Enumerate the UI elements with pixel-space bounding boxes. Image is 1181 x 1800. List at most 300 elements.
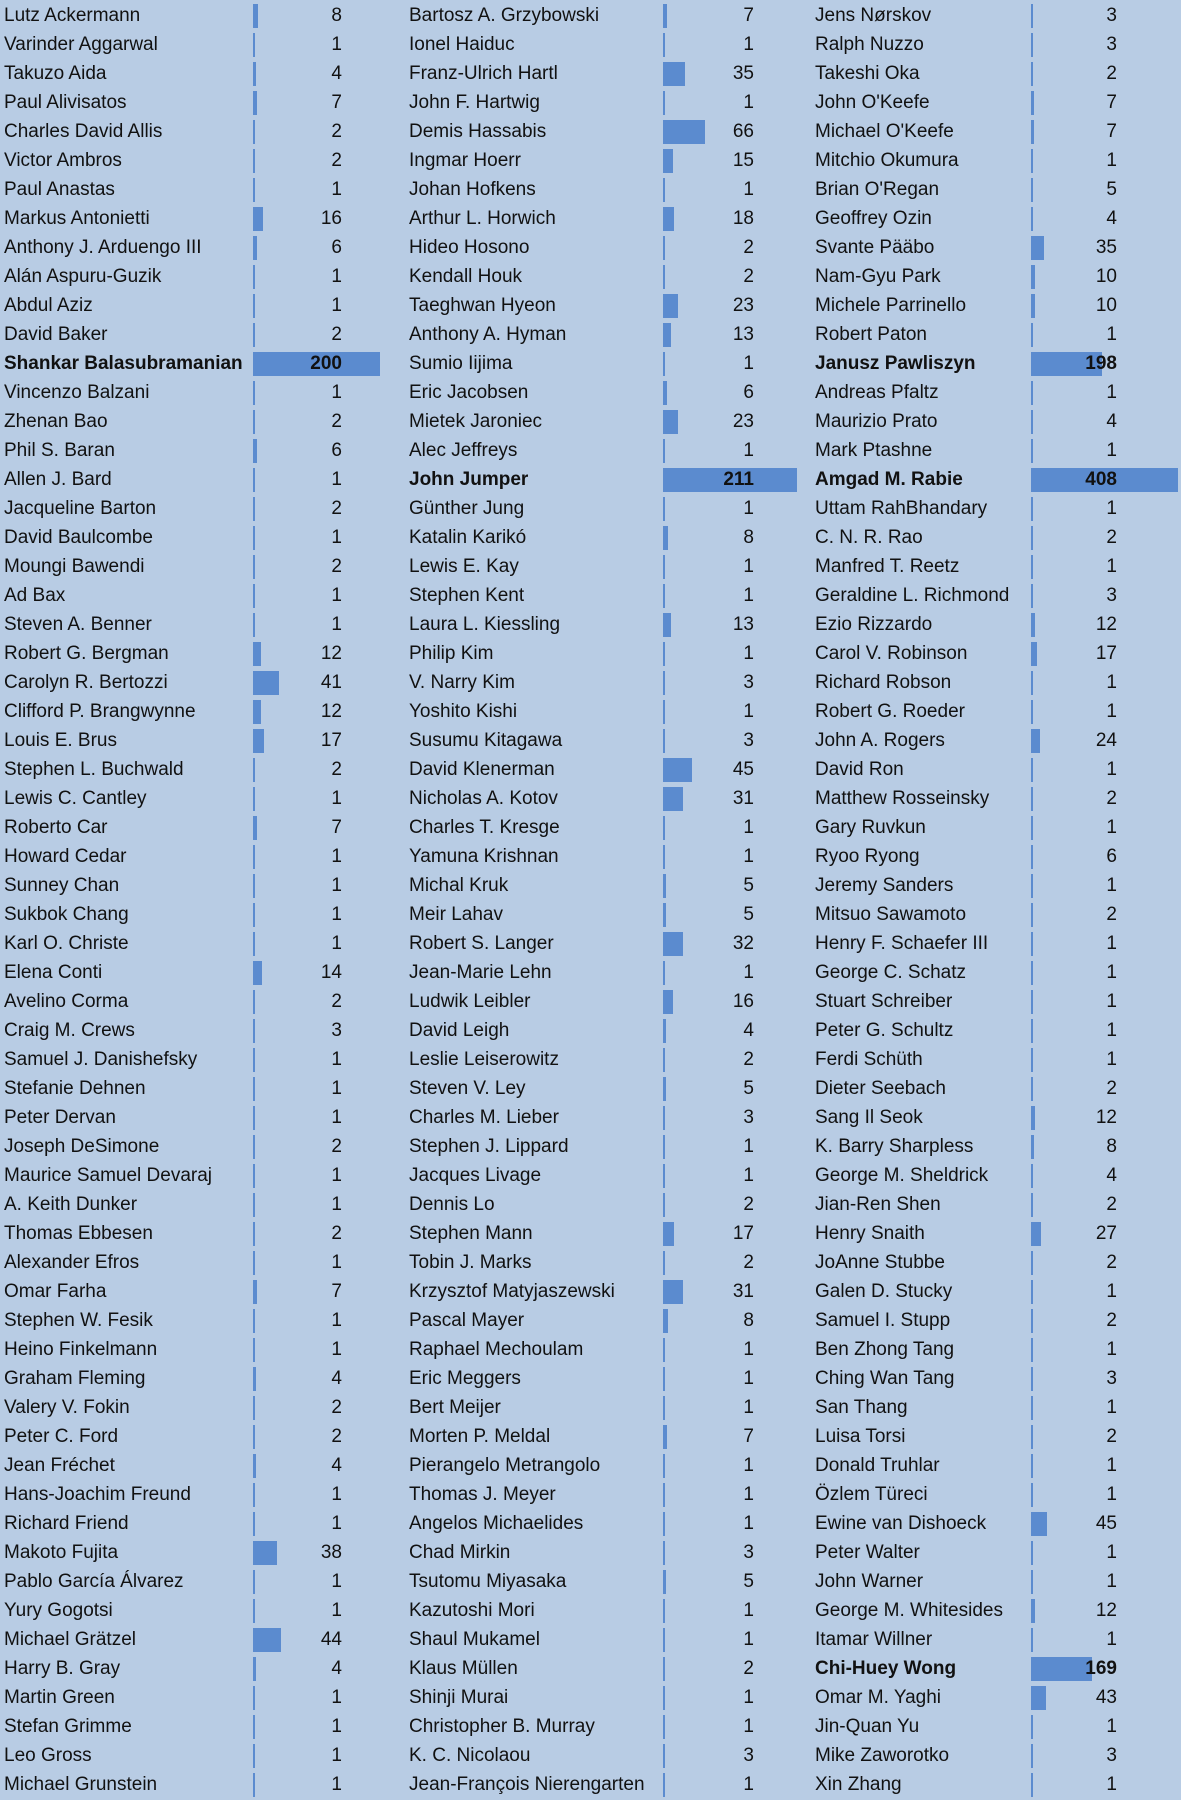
person-name: Eric Meggers — [409, 1368, 521, 1389]
table-row — [0, 930, 400, 959]
count-value: 2 — [1106, 1426, 1117, 1447]
table-row — [811, 1684, 1181, 1713]
data-bar — [253, 1454, 256, 1478]
person-name: Galen D. Stucky — [815, 1281, 953, 1302]
table-row — [405, 1626, 805, 1655]
table-row — [405, 176, 805, 205]
table-row — [405, 1133, 805, 1162]
table-row — [405, 698, 805, 727]
person-name: Johan Hofkens — [409, 179, 536, 200]
table-row — [405, 1365, 805, 1394]
table-row — [405, 1017, 805, 1046]
person-name: Luisa Torsi — [815, 1426, 906, 1447]
count-value: 1 — [743, 1600, 754, 1621]
data-bar — [1031, 903, 1033, 927]
table-row — [811, 1568, 1181, 1597]
table-row — [405, 495, 805, 524]
data-bar — [663, 613, 671, 637]
count-value: 23 — [732, 411, 754, 432]
table-row — [0, 814, 400, 843]
data-bar — [1031, 555, 1033, 579]
count-value: 1 — [743, 1716, 754, 1737]
table-row — [811, 1597, 1181, 1626]
table-row — [405, 1394, 805, 1423]
person-name: Ewine van Dishoeck — [815, 1513, 987, 1534]
person-name: K. C. Nicolaou — [409, 1745, 531, 1766]
person-name: Craig M. Crews — [4, 1020, 135, 1041]
count-value: 2 — [331, 1426, 342, 1447]
table-row — [405, 147, 805, 176]
person-name: Peter C. Ford — [4, 1426, 119, 1447]
count-value: 17 — [1095, 643, 1117, 664]
table-row — [811, 524, 1181, 553]
table-row — [405, 640, 805, 669]
person-name: Dennis Lo — [409, 1194, 495, 1215]
data-bar — [253, 1773, 255, 1797]
count-value: 2 — [743, 1194, 754, 1215]
table-row — [405, 205, 805, 234]
person-name: Lutz Ackermann — [4, 5, 141, 26]
table-row — [0, 1684, 400, 1713]
count-value: 1 — [331, 266, 342, 287]
table-row — [811, 1365, 1181, 1394]
data-bar — [663, 33, 665, 57]
person-name: Klaus Müllen — [409, 1658, 518, 1679]
table-row — [405, 1075, 805, 1104]
person-name: San Thang — [815, 1397, 908, 1418]
person-name: JoAnne Stubbe — [815, 1252, 945, 1273]
table-row — [405, 1713, 805, 1742]
data-bar — [253, 1077, 255, 1101]
count-value: 1 — [1106, 1339, 1117, 1360]
person-name: Jean-Marie Lehn — [409, 962, 552, 983]
count-value: 8 — [1106, 1136, 1117, 1157]
count-value: 1 — [1106, 1774, 1117, 1795]
table-row — [405, 1423, 805, 1452]
table-row — [811, 437, 1181, 466]
count-value: 24 — [1095, 730, 1117, 751]
data-bar — [663, 1570, 666, 1594]
data-bar — [253, 961, 262, 985]
person-name: Zhenan Bao — [4, 411, 108, 432]
table-row — [811, 408, 1181, 437]
table-row — [811, 1017, 1181, 1046]
table-row — [811, 1278, 1181, 1307]
table-row — [811, 1307, 1181, 1336]
person-name: Peter Walter — [815, 1542, 920, 1563]
data-bar — [253, 1338, 255, 1362]
count-value: 6 — [1106, 846, 1117, 867]
data-bar — [253, 526, 255, 550]
table-row — [0, 1133, 400, 1162]
count-value: 1 — [1106, 1020, 1117, 1041]
person-name: Chad Mirkin — [409, 1542, 511, 1563]
data-bar — [663, 1715, 665, 1739]
data-bar — [663, 758, 692, 782]
data-bar — [253, 497, 255, 521]
data-bar — [1031, 1570, 1033, 1594]
table-row — [811, 582, 1181, 611]
count-value: 1 — [1106, 933, 1117, 954]
count-value: 4 — [331, 63, 342, 84]
person-name: Thomas J. Meyer — [409, 1484, 556, 1505]
person-name: Pascal Mayer — [409, 1310, 525, 1331]
data-bar — [663, 1773, 665, 1797]
data-bar — [253, 671, 279, 695]
data-bar — [253, 1483, 255, 1507]
person-name: Gary Ruvkun — [815, 817, 926, 838]
table-row — [405, 611, 805, 640]
count-value: 10 — [1095, 266, 1117, 287]
table-column-2 — [405, 2, 805, 1800]
data-bar — [663, 91, 665, 115]
table-row — [405, 727, 805, 756]
data-bar — [1031, 1773, 1033, 1797]
person-name: Takeshi Oka — [815, 63, 920, 84]
person-name: Steven A. Benner — [4, 614, 152, 635]
table-row — [405, 1597, 805, 1626]
count-value: 1 — [743, 1136, 754, 1157]
count-value: 4 — [1106, 208, 1117, 229]
person-name: Anthony J. Arduengo III — [4, 237, 202, 258]
data-bar — [663, 1338, 665, 1362]
table-row — [405, 1742, 805, 1771]
table-row — [0, 553, 400, 582]
person-name: Robert G. Roeder — [815, 701, 965, 722]
table-row — [811, 1046, 1181, 1075]
data-bar — [253, 1715, 255, 1739]
person-name: David Leigh — [409, 1020, 510, 1041]
data-bar — [663, 1019, 666, 1043]
count-value: 16 — [320, 208, 342, 229]
table-row — [811, 1510, 1181, 1539]
table-row — [405, 582, 805, 611]
data-bar — [663, 323, 671, 347]
count-value: 35 — [1095, 237, 1117, 258]
count-value: 1 — [1106, 1542, 1117, 1563]
person-name: Charles David Allis — [4, 121, 163, 142]
person-name: Krzysztof Matyjaszewski — [409, 1281, 615, 1302]
person-name: Paul Alivisatos — [4, 92, 127, 113]
count-value: 13 — [732, 614, 754, 635]
person-name: Taeghwan Hyeon — [409, 295, 556, 316]
person-name: Allen J. Bard — [4, 469, 112, 490]
count-value: 7 — [743, 1426, 754, 1447]
count-value: 32 — [732, 933, 754, 954]
data-bar — [663, 410, 678, 434]
data-bar — [663, 1106, 665, 1130]
table-row — [0, 1423, 400, 1452]
person-name: Mitchio Okumura — [815, 150, 959, 171]
table-row — [405, 437, 805, 466]
table-row — [405, 1568, 805, 1597]
table-column-3 — [811, 2, 1181, 1800]
count-value: 6 — [331, 440, 342, 461]
person-name: Richard Robson — [815, 672, 952, 693]
table-row — [811, 843, 1181, 872]
count-value: 2 — [331, 1136, 342, 1157]
person-name: Morten P. Meldal — [409, 1426, 551, 1447]
data-bar — [253, 845, 255, 869]
count-value: 1 — [331, 295, 342, 316]
count-value: 1 — [331, 1513, 342, 1534]
table-row — [405, 2, 805, 31]
data-bar — [663, 265, 665, 289]
data-bar — [253, 1628, 281, 1652]
person-name: Svante Pääbo — [815, 237, 935, 258]
count-value: 3 — [743, 730, 754, 751]
person-name: Takuzo Aida — [4, 63, 107, 84]
table-row — [811, 756, 1181, 785]
data-bar — [253, 1425, 255, 1449]
data-bar — [253, 1164, 255, 1188]
count-value: 1 — [1106, 1397, 1117, 1418]
data-bar — [253, 555, 255, 579]
count-value: 38 — [320, 1542, 342, 1563]
data-bar — [663, 1048, 665, 1072]
table-row — [0, 1568, 400, 1597]
count-value: 3 — [331, 1020, 342, 1041]
count-value: 3 — [743, 1542, 754, 1563]
person-name: Anthony A. Hyman — [409, 324, 567, 345]
person-name: Kazutoshi Mori — [409, 1600, 535, 1621]
count-value: 8 — [331, 5, 342, 26]
person-name: Sumio Iijima — [409, 353, 513, 374]
count-value: 1 — [331, 788, 342, 809]
count-value: 6 — [743, 382, 754, 403]
person-name: Demis Hassabis — [409, 121, 547, 142]
person-name: John Warner — [815, 1571, 924, 1592]
table-row — [0, 698, 400, 727]
count-value: 2 — [331, 991, 342, 1012]
data-bar — [1031, 1454, 1033, 1478]
data-bar — [1031, 932, 1033, 956]
table-row — [405, 1220, 805, 1249]
count-value: 1 — [1106, 1455, 1117, 1476]
table-row — [0, 321, 400, 350]
data-bar — [1031, 439, 1033, 463]
count-value: 3 — [1106, 585, 1117, 606]
count-value: 7 — [743, 5, 754, 26]
count-value: 5 — [743, 904, 754, 925]
count-value: 3 — [743, 672, 754, 693]
count-value: 1 — [743, 1339, 754, 1360]
data-bar — [253, 700, 261, 724]
data-bar — [1031, 1164, 1033, 1188]
table-row — [811, 2, 1181, 31]
person-name: Ingmar Hoerr — [409, 150, 521, 171]
data-bar — [663, 1309, 668, 1333]
table-column-1 — [0, 2, 400, 1800]
person-name: Clifford P. Brangwynne — [4, 701, 196, 722]
count-value: 1 — [743, 1629, 754, 1650]
table-row — [405, 930, 805, 959]
count-value: 1 — [331, 1165, 342, 1186]
count-value: 3 — [743, 1107, 754, 1128]
table-row — [405, 292, 805, 321]
data-bar — [663, 1251, 665, 1275]
data-bar — [663, 149, 673, 173]
person-name: Sunney Chan — [4, 875, 120, 896]
table-row — [811, 1742, 1181, 1771]
person-name: Angelos Michaelides — [409, 1513, 584, 1534]
table-row — [811, 1394, 1181, 1423]
count-value: 1 — [331, 1716, 342, 1737]
count-value: 169 — [1085, 1658, 1117, 1679]
count-value: 2 — [331, 498, 342, 519]
person-name: Arthur L. Horwich — [409, 208, 556, 229]
count-value: 3 — [743, 1745, 754, 1766]
data-bar — [1031, 526, 1033, 550]
data-bar — [663, 642, 665, 666]
table-row — [811, 1713, 1181, 1742]
person-name: Raphael Mechoulam — [409, 1339, 584, 1360]
count-value: 1 — [331, 1252, 342, 1273]
data-bar — [663, 381, 667, 405]
table-row — [405, 408, 805, 437]
table-row — [0, 524, 400, 553]
count-value: 2 — [743, 1049, 754, 1070]
data-bar — [1031, 845, 1033, 869]
data-bar — [1031, 1599, 1035, 1623]
data-bar — [663, 207, 674, 231]
person-name: Vincenzo Balzani — [4, 382, 150, 403]
count-value: 2 — [331, 150, 342, 171]
person-name: George M. Sheldrick — [815, 1165, 989, 1186]
table-row — [405, 785, 805, 814]
data-bar — [1031, 1367, 1033, 1391]
count-value: 2 — [1106, 63, 1117, 84]
table-row — [0, 1626, 400, 1655]
person-name: Joseph DeSimone — [4, 1136, 160, 1157]
data-bar — [253, 1106, 255, 1130]
data-bar — [663, 845, 665, 869]
person-name: Henry F. Schaefer III — [815, 933, 989, 954]
data-bar — [663, 1483, 665, 1507]
data-bar — [253, 294, 255, 318]
count-value: 2 — [331, 121, 342, 142]
person-name: Geoffrey Ozin — [815, 208, 932, 229]
count-value: 31 — [732, 1281, 754, 1302]
table-row — [0, 379, 400, 408]
table-row — [0, 2, 400, 31]
table-row — [811, 1655, 1181, 1684]
person-name: David Baulcombe — [4, 527, 153, 548]
count-value: 3 — [1106, 34, 1117, 55]
table-row — [0, 582, 400, 611]
data-bar — [663, 1280, 683, 1304]
person-name: David Klenerman — [409, 759, 555, 780]
person-name: Meir Lahav — [409, 904, 503, 925]
person-name: Shinji Murai — [409, 1687, 509, 1708]
data-bar — [1031, 294, 1035, 318]
data-bar — [1031, 1251, 1033, 1275]
table-row — [0, 292, 400, 321]
table-row — [811, 1481, 1181, 1510]
count-value: 1 — [743, 846, 754, 867]
count-value: 2 — [1106, 527, 1117, 548]
count-value: 1 — [331, 1745, 342, 1766]
person-name: Stuart Schreiber — [815, 991, 953, 1012]
person-name: Charles T. Kresge — [409, 817, 560, 838]
person-name: Jacqueline Barton — [4, 498, 157, 519]
data-bar — [253, 236, 257, 260]
count-value: 1 — [331, 846, 342, 867]
table-row — [811, 1626, 1181, 1655]
count-value: 1 — [743, 1513, 754, 1534]
data-bar — [1031, 120, 1034, 144]
person-name: Stefan Grimme — [4, 1716, 132, 1737]
person-name: Hans-Joachim Freund — [4, 1484, 191, 1505]
data-bar — [253, 1048, 255, 1072]
count-value: 2 — [743, 1658, 754, 1679]
count-value: 1 — [743, 353, 754, 374]
person-name: K. Barry Sharpless — [815, 1136, 974, 1157]
table-row — [0, 640, 400, 669]
table-row — [811, 205, 1181, 234]
table-row — [0, 31, 400, 60]
data-bar — [663, 729, 665, 753]
data-bar — [253, 758, 255, 782]
table-row — [0, 176, 400, 205]
table-row — [0, 1249, 400, 1278]
person-name: Nam-Gyu Park — [815, 266, 941, 287]
table-row — [811, 1220, 1181, 1249]
table-row — [811, 1771, 1181, 1800]
count-value: 1 — [1106, 1571, 1117, 1592]
table-row — [811, 901, 1181, 930]
person-name: Avelino Corma — [4, 991, 129, 1012]
person-name: Ben Zhong Tang — [815, 1339, 955, 1360]
count-value: 2 — [331, 411, 342, 432]
data-bar — [1031, 758, 1033, 782]
person-name: Jeremy Sanders — [815, 875, 954, 896]
person-name: Ralph Nuzzo — [815, 34, 924, 55]
count-value: 27 — [1095, 1223, 1117, 1244]
person-name: Bert Meijer — [409, 1397, 501, 1418]
data-bar — [663, 294, 678, 318]
person-name: Phil S. Baran — [4, 440, 115, 461]
person-name: Shaul Mukamel — [409, 1629, 540, 1650]
data-bar — [1031, 1135, 1034, 1159]
data-bar — [253, 990, 255, 1014]
count-value: 16 — [732, 991, 754, 1012]
data-bar — [253, 1222, 255, 1246]
data-bar — [253, 439, 257, 463]
person-name: Thomas Ebbesen — [4, 1223, 153, 1244]
table-row — [811, 1336, 1181, 1365]
count-value: 2 — [331, 1397, 342, 1418]
data-bar — [253, 1599, 255, 1623]
table-row — [0, 1510, 400, 1539]
data-bar — [253, 1309, 255, 1333]
data-bar — [253, 149, 255, 173]
person-name: Paul Anastas — [4, 179, 115, 200]
count-value: 1 — [743, 643, 754, 664]
data-bar — [253, 120, 255, 144]
count-value: 18 — [732, 208, 754, 229]
count-value: 1 — [743, 1484, 754, 1505]
count-value: 35 — [732, 63, 754, 84]
count-value: 1 — [1106, 150, 1117, 171]
count-value: 1 — [1106, 498, 1117, 519]
table-row — [405, 234, 805, 263]
person-name: Itamar Willner — [815, 1629, 933, 1650]
data-bar — [253, 33, 255, 57]
person-name: George C. Schatz — [815, 962, 967, 983]
count-value: 7 — [331, 817, 342, 838]
person-name: Omar Farha — [4, 1281, 107, 1302]
